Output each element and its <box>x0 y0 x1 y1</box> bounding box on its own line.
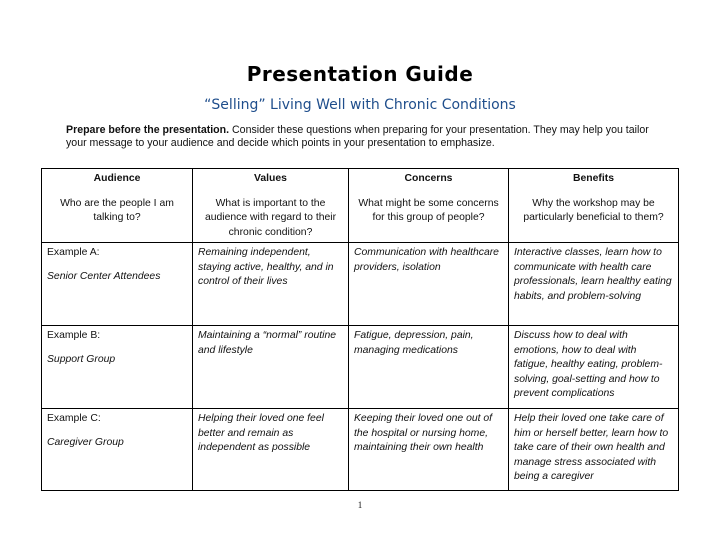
column-question: What is important to the audience with regard to their chronic condition? <box>204 197 337 238</box>
column-title: Concerns <box>404 173 453 184</box>
concerns-cell: Fatigue, depression, pain, managing medications <box>349 326 509 409</box>
page-title: Presentation Guide <box>246 62 474 86</box>
example-label: Example C: <box>47 413 101 424</box>
table-row <box>42 326 679 409</box>
audience-cell <box>42 243 193 326</box>
audience-cell <box>42 326 193 409</box>
column-question: What might be some concerns for this group of people? <box>358 197 499 223</box>
example-group: Caregiver Group <box>47 436 124 448</box>
values-cell: Maintaining a “normal” routine and lifestyle <box>193 326 349 409</box>
page-subtitle: “Selling” Living Well with Chronic Conditions <box>204 97 516 113</box>
presentation-guide-table <box>41 168 679 491</box>
column-question: Who are the people I am talking to? <box>60 197 174 223</box>
example-label: Example B: <box>47 330 101 341</box>
column-question: Why the workshop may be particularly beneficial to them? <box>523 197 664 223</box>
table-row <box>42 409 679 491</box>
table-row <box>42 243 679 326</box>
example-group: Senior Center Attendees <box>47 270 161 282</box>
values-cell: Helping their loved one feel better and remain as independent as possible <box>193 409 349 491</box>
example-group: Support Group <box>47 353 116 365</box>
example-label: Example A: <box>47 247 100 258</box>
page-number: 1 <box>357 500 363 510</box>
benefits-cell: Discuss how to deal with emotions, how to deal with fatigue, healthy eating, problem-solving, goal-setting and how to prevent complications <box>509 326 679 409</box>
column-title: Audience <box>93 173 141 184</box>
audience-cell <box>42 409 193 491</box>
intro-text: Consider these questions when preparing for your presentation. They may help you tailor your message to your audience and decide which points in your presentation to emphasize. <box>66 124 649 149</box>
column-title: Benefits <box>573 173 614 184</box>
benefits-cell: Help their loved one take care of him or herself better, learn how to take care of their own health and manage stress associated with being a caregiver <box>509 409 679 491</box>
intro-paragraph <box>66 124 656 150</box>
header-cell-concerns <box>349 169 509 243</box>
concerns-cell: Communication with healthcare providers, isolation <box>349 243 509 326</box>
header-cell-benefits <box>509 169 679 243</box>
benefits-cell: Interactive classes, learn how to communicate with health care professionals, learn healthy eating habits, and problem-solving <box>509 243 679 326</box>
concerns-cell: Keeping their loved one out of the hospital or nursing home, maintaining their own health <box>349 409 509 491</box>
intro-lead: Prepare before the presentation. <box>66 124 230 136</box>
values-cell: Remaining independent, staying active, healthy, and in control of their lives <box>193 243 349 326</box>
column-title: Values <box>254 173 287 184</box>
header-cell-audience <box>42 169 193 243</box>
header-cell-values <box>193 169 349 243</box>
table-header-row <box>42 169 679 243</box>
